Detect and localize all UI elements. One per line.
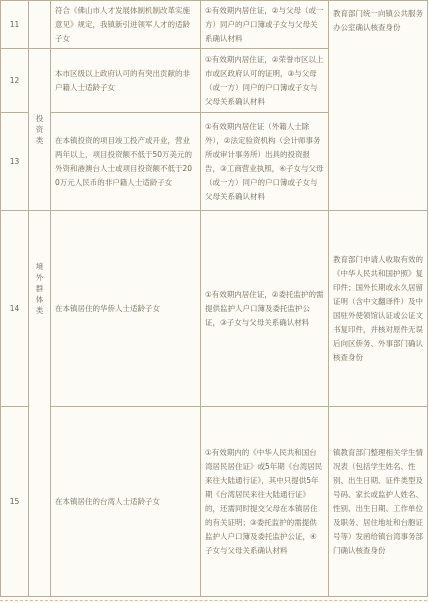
row-number: 15 xyxy=(1,407,29,597)
category-label: 境外群体类 xyxy=(35,262,44,315)
table-row xyxy=(1,211,428,407)
condition-cell: 符合《佛山市人才发展体制机制改革实施意见》规定，我镇新引进领军人才的适龄子女 xyxy=(51,1,201,49)
row-number: 13 xyxy=(1,113,29,211)
row-number: 12 xyxy=(1,49,29,113)
table-row xyxy=(1,1,428,49)
department-cell: 教育部门申请人收取有效的《中华人民共和国护照》复印件；国外长期或永久居留证明（含中文翻译件）及中国驻外使领馆认证或公证文书复印件，并核对原件无误后向区侨务、外事部门确认核查身份 xyxy=(329,211,428,407)
condition-cell: 本市区级以上政府认可的有突出贡献的非户籍人士适龄子女 xyxy=(51,49,201,113)
table-row xyxy=(1,407,428,597)
category-label: 投资类 xyxy=(35,114,44,145)
condition-cell: 在本镇居住的华侨人士适龄子女 xyxy=(51,211,201,407)
materials-cell: ①有效期内的《中华人民共和国台湾居民居住证》或5年期《台湾居民来往大陆通行证》，其中只提供5年期《台湾居民来往大陆通行证》的，还需同时提交父母在本镇居住的有关证明；③委托监护的需提供监护人户口簿及委托监护公证，④子女与父母关系确认材料 xyxy=(201,407,329,597)
materials-cell: ①有效期内居住证，②与父母（或一方）同户的户口簿或子女与父母关系确认材料 xyxy=(201,1,329,49)
row-number: 14 xyxy=(1,211,29,407)
materials-cell: ①有效期内居住证（外籍人士除外），②法定验资机构（会计师事务所或审计事务所）出具的投资报告，③工商营业执照，④子女与父母（或一方）同户的户口簿或子女与父母关系确认材料 xyxy=(201,113,329,211)
condition-cell: 在本镇投资的项目竣工投产或开业，营业两年以上，项目投资额不低于50万美元的外资和港澳台人士或项目投资额不低于200万元人民币的非户籍人士适龄子女 xyxy=(51,113,201,211)
materials-cell: ①有效期内居住证，②委托监护的需提供监护人户口簿及委托监护公证，③子女与父母关系确认材料 xyxy=(201,211,329,407)
category-cell xyxy=(29,1,51,49)
condition-cell: 在本镇居住的台湾人士适龄子女 xyxy=(51,407,201,597)
department-cell: 教育部门统一向镇公共服务办公室确认核查身份 xyxy=(329,1,428,211)
category-cell xyxy=(29,211,51,597)
materials-cell: ①有效期内居住证，②荣誉市区以上市或区政府认可的证明，③与父母（或一方）同户的户口簿或子女与父母关系确认材料 xyxy=(201,49,329,113)
category-cell xyxy=(29,49,51,211)
department-cell: 镇教育部门整理相关学生情况表（包括学生姓名、性别、出生日期、证件类型及号码、家长或监护人姓名、性别、出生日期、工作单位及职务、居住地址和台胞证号等）发函给镇台湾事务部门确认核查身份 xyxy=(329,407,428,597)
row-number: 11 xyxy=(1,1,29,49)
